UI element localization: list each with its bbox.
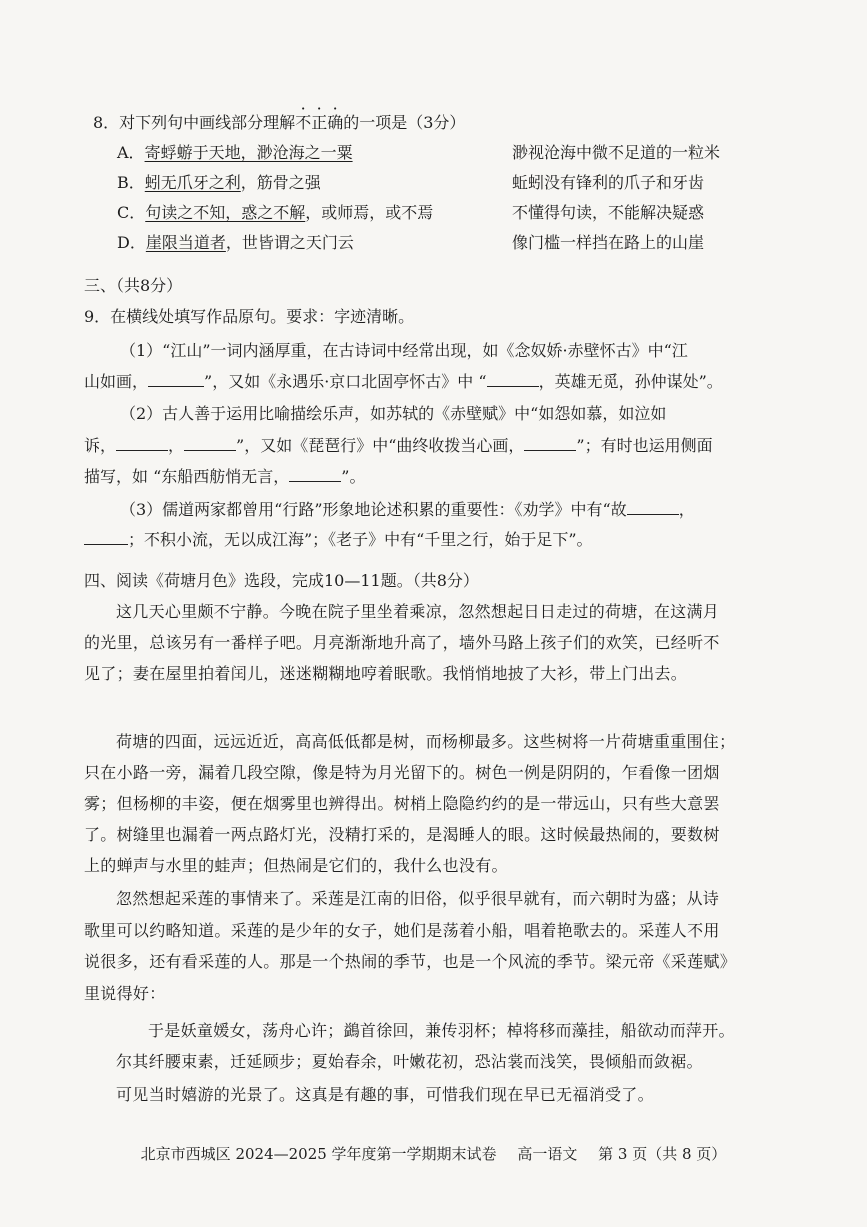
option-underlined: 蚓无爪牙之利: [144, 173, 241, 192]
quote-line: 尔其纤腰束素，迁延顾步；夏始春余，叶嫩花初，恐沾裳而浅笑，畏倾船而敛裾。: [116, 1052, 703, 1071]
text: ，: [168, 436, 185, 455]
page-footer: [0, 1143, 867, 1164]
section-3-heading: 三、（共8分）: [84, 276, 183, 295]
option-a-meaning: 渺视沧海中微不足道的一粒米: [512, 143, 721, 162]
q8-stem-pre: 8．对下列句中画线部分理解: [93, 113, 296, 132]
q8-option-a: [117, 142, 353, 164]
passage-line: 雾；但杨柳的丰姿，便在烟雾里也辨得出。树梢上隐隐约约的是一带远山，只有些大意罢: [84, 794, 720, 813]
q9-part3-line2: [84, 528, 593, 551]
option-underlined: 寄蜉蝣于天地，渺沧海之一粟: [144, 143, 353, 162]
text: 山如画，: [84, 372, 149, 391]
text: ”；有时也运用侧面: [576, 436, 713, 455]
text: 诉，: [84, 436, 117, 455]
passage-line: 忽然想起采莲的事情来了。采莲是江南的旧俗，似乎很早就有，而六朝时为盛；从诗: [116, 889, 720, 908]
footer-subject: 高一语文: [517, 1145, 578, 1163]
option-rest: ，或师焉，或不焉: [305, 203, 434, 222]
q8-option-d: [117, 232, 354, 254]
answer-blank[interactable]: [116, 434, 168, 451]
passage-line: 了。树缝里也漏着一两点路灯光，没精打采的，是渴睡人的眼。这时候最热闹的，要数树: [84, 825, 720, 844]
footer-page-number: 第 3 页（共 8 页）: [598, 1145, 727, 1163]
passage-line: 说很多，还有看采莲的人。那是一个热闹的季节，也是一个风流的季节。梁元帝《采莲赋》: [84, 952, 737, 971]
answer-blank[interactable]: [487, 370, 539, 387]
answer-blank[interactable]: [84, 528, 128, 545]
passage-line: 里说得好：: [84, 984, 166, 1003]
option-b-meaning: 蚯蚓没有锋利的爪子和牙齿: [512, 173, 705, 192]
option-label: D．: [117, 233, 146, 252]
option-c-meaning: 不懂得句读，不能解决疑惑: [512, 203, 705, 222]
q8-stem-post: 的一项是（3分）: [343, 113, 466, 132]
option-label: A．: [117, 143, 145, 162]
text: ，: [678, 500, 695, 519]
text: ”，又如《琵琶行》中“曲终收拨当心画，: [236, 436, 525, 455]
passage-line: 的光里，总该另有一番样子吧。月亮渐渐地升高了，墙外马路上孩子们的欢笑，已经听不: [84, 633, 720, 652]
option-underlined: 句读之不知，惑之不解: [145, 203, 306, 222]
q8-option-b: [117, 172, 321, 194]
q9-part2-line1: （2）古人善于运用比喻描绘乐声，如苏轼的《赤壁赋》中“如怨如慕，如泣如: [120, 404, 667, 423]
passage-line: 上的蝉声与水里的蛙声；但热闹是它们的，我什么也没有。: [84, 856, 508, 875]
q9-part2-line2: [84, 434, 713, 457]
passage-line: 荷塘的四面，远远近近，高高低低都是树，而杨柳最多。这些树将一片荷塘重重围住；: [116, 732, 736, 751]
answer-blank[interactable]: [524, 434, 576, 451]
q8-option-c: [117, 202, 433, 224]
q9-stem: 9．在横线处填写作品原句。要求：字迹清晰。: [84, 307, 415, 326]
section-4-heading: 四、阅读《荷塘月色》选段，完成10—11题。（共8分）: [84, 571, 479, 590]
text: （3）儒道两家都曾用“行路”形象地论述积累的重要性：《劝学》中有“故: [120, 500, 627, 519]
quote-line: 于是妖童媛女，荡舟心许；鷁首徐回，兼传羽杯；棹将移而藻挂，船欲动而萍开。: [148, 1021, 735, 1040]
option-label: C．: [117, 203, 146, 222]
option-underlined: 崖限当道者: [145, 233, 226, 252]
passage-closing-line: 可见当时嬉游的光景了。这真是有趣的事，可惜我们现在早已无福消受了。: [116, 1085, 654, 1104]
q8-dotted-char: 不: [295, 113, 312, 132]
q8-dotted-char: 正: [311, 113, 328, 132]
answer-blank[interactable]: [627, 498, 679, 515]
text: ”，又如《永遇乐·京口北固亭怀古》中 “: [204, 372, 487, 391]
passage-line: 见了；妻在屋里拍着闰儿，迷迷糊糊地哼着眠歌。我悄悄地披了大衫，带上门出去。: [84, 664, 688, 683]
q9-part1-line1: （1）“江山”一词内涵厚重，在古诗词中经常出现，如《念奴娇·赤壁怀古》中“江: [120, 341, 688, 360]
answer-blank[interactable]: [148, 370, 204, 387]
passage-line: 只在小路一旁，漏着几段空隙，像是特为月光留下的。树色一例是阴阴的，乍看像一团烟: [84, 763, 720, 782]
passage-line: 歌里可以约略知道。采莲的是少年的女子，她们是荡着小船，唱着艳歌去的。采莲人不用: [84, 921, 720, 940]
option-rest: ，世皆谓之天门云: [225, 233, 354, 252]
text: 描写，如 “东船西舫悄无言，: [84, 467, 290, 486]
q8-dotted-char: 确: [327, 113, 344, 132]
footer-exam-title: 北京市西城区 2024—2025 学年度第一学期期末试卷: [140, 1145, 497, 1163]
text: ”。: [341, 467, 366, 486]
q9-part1-line2: [84, 370, 723, 393]
text: ；不积小流，无以成江海”；《老子》中有“千里之行，始于足下”。: [128, 530, 593, 549]
option-d-meaning: 像门槛一样挡在路上的山崖: [512, 233, 705, 252]
q9-part3-line1: [120, 498, 695, 521]
q8-stem: [93, 112, 465, 134]
answer-blank[interactable]: [184, 434, 236, 451]
text: ，英雄无觅，孙仲谋处”。: [538, 372, 723, 391]
option-label: B．: [117, 173, 145, 192]
q9-part2-line3: [84, 465, 365, 488]
answer-blank[interactable]: [289, 465, 341, 482]
option-rest: ，筋骨之强: [240, 173, 321, 192]
passage-line: 这几天心里颇不宁静。今晚在院子里坐着乘凉，忽然想起日日走过的荷塘，在这满月: [116, 602, 720, 621]
